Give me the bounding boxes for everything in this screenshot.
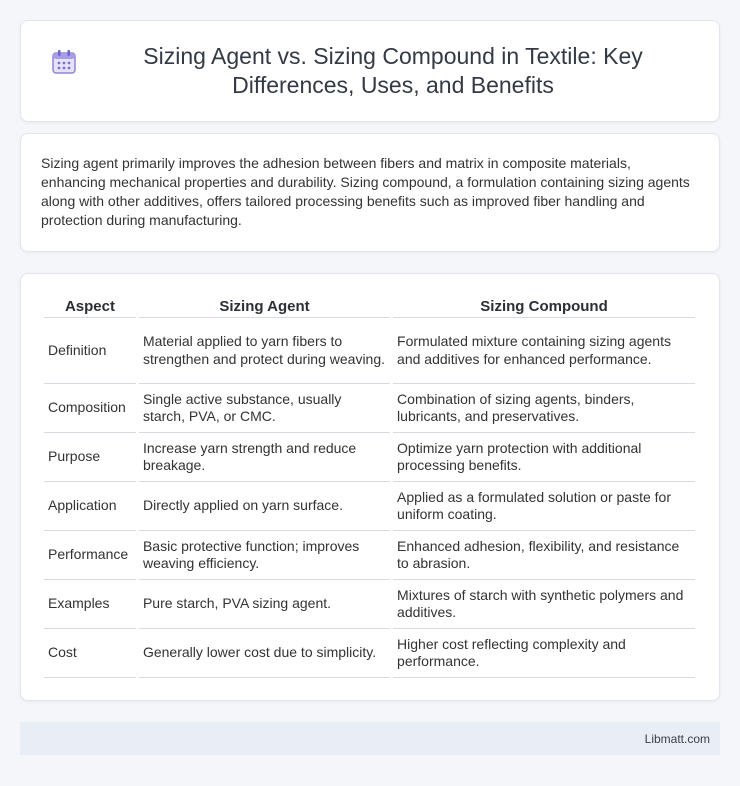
row-agent: Material applied to yarn fibers to strengthen and protect during weaving. xyxy=(139,318,390,384)
comparison-table xyxy=(41,294,698,678)
table-row xyxy=(44,433,695,482)
footer-brand-link[interactable]: Libmatt.com xyxy=(644,731,710,746)
row-agent: Basic protective function; improves weaving efficiency. xyxy=(139,531,390,580)
row-compound: Formulated mixture containing sizing agents and additives for enhanced performance. xyxy=(393,318,695,384)
table-header-row xyxy=(44,294,695,318)
footer xyxy=(20,722,720,755)
title-card xyxy=(20,20,720,122)
table-row xyxy=(44,629,695,678)
header-aspect: Aspect xyxy=(44,294,136,318)
row-compound: Combination of sizing agents, binders, lubricants, and preservatives. xyxy=(393,384,695,433)
row-compound: Higher cost reflecting complexity and performance. xyxy=(393,629,695,678)
table-row xyxy=(44,318,695,384)
calendar-icon xyxy=(50,48,78,76)
row-aspect: Definition xyxy=(44,318,136,384)
table-row xyxy=(44,384,695,433)
row-aspect: Examples xyxy=(44,580,136,629)
row-aspect: Performance xyxy=(44,531,136,580)
row-aspect: Composition xyxy=(44,384,136,433)
table-row xyxy=(44,482,695,531)
row-compound: Applied as a formulated solution or paste for uniform coating. xyxy=(393,482,695,531)
row-agent: Generally lower cost due to simplicity. xyxy=(139,629,390,678)
row-agent: Increase yarn strength and reduce breakage. xyxy=(139,433,390,482)
comparison-card xyxy=(20,273,720,701)
row-agent: Single active substance, usually starch, PVA, or CMC. xyxy=(139,384,390,433)
row-agent: Pure starch, PVA sizing agent. xyxy=(139,580,390,629)
page-title: Sizing Agent vs. Sizing Compound in Textile: Key Differences, Uses, and Benefits xyxy=(143,43,643,98)
header-sizing-agent: Sizing Agent xyxy=(139,294,390,318)
header-sizing-compound: Sizing Compound xyxy=(393,294,695,318)
row-compound: Optimize yarn protection with additional processing benefits. xyxy=(393,433,695,482)
intro-card xyxy=(20,133,720,252)
table-row xyxy=(44,531,695,580)
row-aspect: Purpose xyxy=(44,433,136,482)
row-agent: Directly applied on yarn surface. xyxy=(139,482,390,531)
row-aspect: Application xyxy=(44,482,136,531)
title-wrap xyxy=(50,42,690,100)
table-row xyxy=(44,580,695,629)
intro-paragraph: Sizing agent primarily improves the adhesion between fibers and matrix in composite materials, enhancing mechanical properties and durability. Sizing compound, a formulation containing sizing agents along with other additives, offers tailored processing benefits such as improved fiber handling and protection during manufacturing. xyxy=(41,155,690,228)
row-aspect: Cost xyxy=(44,629,136,678)
row-compound: Mixtures of starch with synthetic polymers and additives. xyxy=(393,580,695,629)
row-compound: Enhanced adhesion, flexibility, and resistance to abrasion. xyxy=(393,531,695,580)
